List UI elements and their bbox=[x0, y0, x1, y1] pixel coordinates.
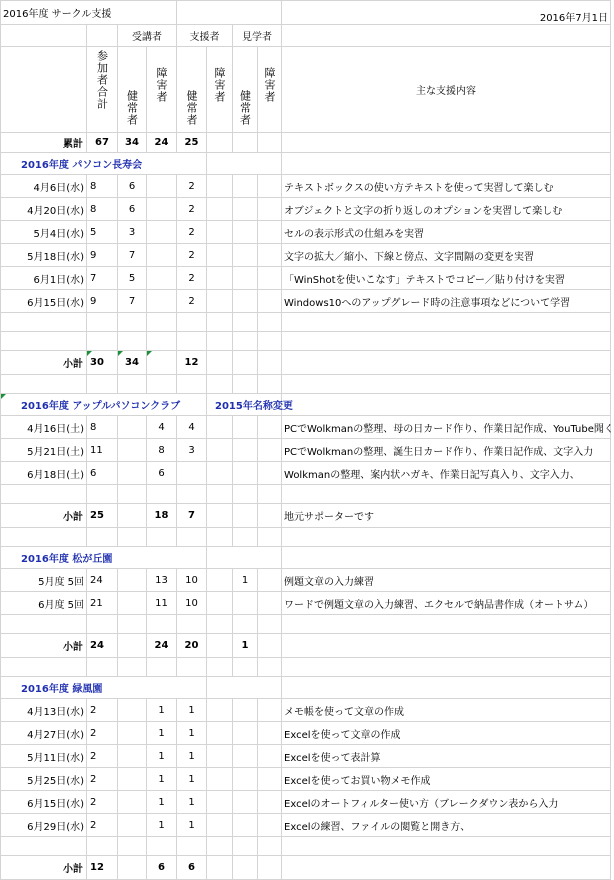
row-date: 5月度 5回 bbox=[1, 569, 87, 592]
cell-s3 bbox=[258, 175, 282, 198]
cell-s2 bbox=[207, 768, 233, 791]
blank-row bbox=[1, 837, 611, 856]
cell-k3 bbox=[233, 267, 258, 290]
cell-k2: 2 bbox=[177, 221, 207, 244]
group-shiensha: 支援者 bbox=[177, 25, 233, 47]
subtotal-s3 bbox=[258, 856, 282, 880]
table-row bbox=[1, 439, 611, 462]
section-note bbox=[207, 153, 282, 175]
row-description: Excelの練習、ファイルの閲覧と開き方、 bbox=[282, 814, 611, 837]
grand-total-k2: 25 bbox=[177, 133, 207, 153]
cell-s2 bbox=[207, 569, 233, 592]
table-row bbox=[1, 221, 611, 244]
cell-k1: 6 bbox=[118, 198, 147, 221]
row-date: 6月1日(水) bbox=[1, 267, 87, 290]
row-description: Excelを使って表計算 bbox=[282, 745, 611, 768]
subtotal-s3 bbox=[258, 351, 282, 375]
row-description: セルの表示形式の仕組みを実習 bbox=[282, 221, 611, 244]
row-description: 文字の拡大／縮小、下線と傍点、文字間隔の変更を実習 bbox=[282, 244, 611, 267]
table-row bbox=[1, 244, 611, 267]
subtotal-s2 bbox=[207, 856, 233, 880]
cell-k3 bbox=[233, 221, 258, 244]
col-kenjou2-header: 健常者 bbox=[185, 90, 199, 126]
cell-s3 bbox=[258, 814, 282, 837]
section-title: 2016年度 パソコン長寿会 bbox=[1, 153, 207, 175]
table-row bbox=[1, 416, 611, 439]
cell-k2: 2 bbox=[177, 290, 207, 313]
cell-s2 bbox=[207, 221, 233, 244]
section-title-row bbox=[1, 153, 611, 175]
cell-k2: 3 bbox=[177, 439, 207, 462]
cell-k2: 1 bbox=[177, 791, 207, 814]
subtotal-s2 bbox=[207, 634, 233, 658]
cell-k3 bbox=[233, 768, 258, 791]
cell-k3 bbox=[233, 699, 258, 722]
grand-total-total: 67 bbox=[87, 133, 118, 153]
cell-s2 bbox=[207, 198, 233, 221]
row-description: ワードで例題文章の入力練習、エクセルで納品書作成（オートサム） bbox=[282, 592, 611, 615]
blank-row bbox=[1, 313, 611, 332]
subtotal-label: 小計 bbox=[1, 634, 87, 658]
cell-s1 bbox=[147, 221, 177, 244]
row-date: 6月度 5回 bbox=[1, 592, 87, 615]
subtotal-k3 bbox=[233, 856, 258, 880]
subtotal-s2 bbox=[207, 504, 233, 528]
row-description: Wolkmanの整理、案内状ハガキ、作業日記写真入り、文字入力、 bbox=[282, 462, 611, 485]
cell-k3 bbox=[233, 175, 258, 198]
col-shougai1-header: 障害者 bbox=[155, 67, 168, 103]
cell-k1 bbox=[118, 745, 147, 768]
cell-k3 bbox=[233, 592, 258, 615]
cell-total: 2 bbox=[87, 768, 118, 791]
cell-k3 bbox=[233, 290, 258, 313]
cell-total: 8 bbox=[87, 198, 118, 221]
col-kenjou1-header: 健常者 bbox=[125, 90, 139, 126]
cell-s2 bbox=[207, 745, 233, 768]
row-date: 6月15日(水) bbox=[1, 791, 87, 814]
row-date: 4月16日(土) bbox=[1, 416, 87, 439]
subtotal-total: 24 bbox=[87, 634, 118, 658]
cell-total: 5 bbox=[87, 221, 118, 244]
row-date: 4月27日(水) bbox=[1, 722, 87, 745]
col-kenjou3-header: 健常者 bbox=[238, 90, 252, 126]
blank-row bbox=[1, 658, 611, 677]
cell-k3 bbox=[233, 722, 258, 745]
row-date: 5月4日(水) bbox=[1, 221, 87, 244]
row-description: PCでWolkmanの整理、誕生日カード作り、作業日記作成、文字入力 bbox=[282, 439, 611, 462]
row-date: 5月25日(水) bbox=[1, 768, 87, 791]
cell-k3: 1 bbox=[233, 569, 258, 592]
cell-total: 11 bbox=[87, 439, 118, 462]
blank-row bbox=[1, 528, 611, 547]
subtotal-row bbox=[1, 504, 611, 528]
blank-row bbox=[1, 485, 611, 504]
row-description: 例題文章の入力練習 bbox=[282, 569, 611, 592]
cell-k3 bbox=[233, 416, 258, 439]
subtotal-k1 bbox=[118, 504, 147, 528]
cell-total: 2 bbox=[87, 745, 118, 768]
row-date: 6月18日(土) bbox=[1, 462, 87, 485]
row-date: 6月29日(水) bbox=[1, 814, 87, 837]
cell-k2: 10 bbox=[177, 569, 207, 592]
table-row bbox=[1, 569, 611, 592]
cell-k1 bbox=[118, 814, 147, 837]
table-row bbox=[1, 175, 611, 198]
cell-k3 bbox=[233, 791, 258, 814]
subtotal-row bbox=[1, 856, 611, 880]
cell-s1: 4 bbox=[147, 416, 177, 439]
table-row bbox=[1, 699, 611, 722]
cell-k1 bbox=[118, 462, 147, 485]
subtotal-s2 bbox=[207, 351, 233, 375]
cell-s3 bbox=[258, 569, 282, 592]
cell-s3 bbox=[258, 244, 282, 267]
cell-k1: 5 bbox=[118, 267, 147, 290]
content-header: 主な支援内容 bbox=[282, 47, 611, 133]
subtotal-s1 bbox=[147, 351, 177, 375]
subtotal-label: 小計 bbox=[1, 351, 87, 375]
section-title: 2016年度 松が丘園 bbox=[1, 547, 207, 569]
section-note bbox=[207, 547, 282, 569]
cell-k1 bbox=[118, 699, 147, 722]
subtotal-label: 小計 bbox=[1, 504, 87, 528]
cell-k3 bbox=[233, 198, 258, 221]
group-kengakusha: 見学者 bbox=[233, 25, 282, 47]
section-title: 2016年度 緑風園 bbox=[1, 677, 207, 699]
section-title: 2016年度 アップルパソコンクラブ bbox=[1, 394, 207, 416]
group-header-row bbox=[1, 25, 611, 47]
cell-k1 bbox=[118, 416, 147, 439]
table-row bbox=[1, 267, 611, 290]
cell-k2: 1 bbox=[177, 722, 207, 745]
cell-s2 bbox=[207, 439, 233, 462]
cell-total: 7 bbox=[87, 267, 118, 290]
cell-s2 bbox=[207, 791, 233, 814]
subtotal-k2: 6 bbox=[177, 856, 207, 880]
section-note: 2015年名称変更 bbox=[207, 394, 282, 416]
row-date: 4月6日(水) bbox=[1, 175, 87, 198]
cell-s1: 1 bbox=[147, 722, 177, 745]
row-description: メモ帳を使って文章の作成 bbox=[282, 699, 611, 722]
cell-s1 bbox=[147, 267, 177, 290]
subtotal-s1: 18 bbox=[147, 504, 177, 528]
cell-k3 bbox=[233, 462, 258, 485]
cell-total: 9 bbox=[87, 290, 118, 313]
section-title-row bbox=[1, 547, 611, 569]
row-date: 4月20日(水) bbox=[1, 198, 87, 221]
cell-s1: 1 bbox=[147, 745, 177, 768]
column-header-row bbox=[1, 47, 611, 133]
cell-k1 bbox=[118, 722, 147, 745]
cell-s1 bbox=[147, 198, 177, 221]
subtotal-s3 bbox=[258, 504, 282, 528]
cell-k2: 4 bbox=[177, 416, 207, 439]
subtotal-k2: 12 bbox=[177, 351, 207, 375]
cell-k3 bbox=[233, 244, 258, 267]
table-row bbox=[1, 462, 611, 485]
cell-k2: 2 bbox=[177, 244, 207, 267]
cell-total: 2 bbox=[87, 791, 118, 814]
cell-k2: 10 bbox=[177, 592, 207, 615]
subtotal-label: 小計 bbox=[1, 856, 87, 880]
cell-s3 bbox=[258, 462, 282, 485]
section-title-row bbox=[1, 677, 611, 699]
subtotal-total: 12 bbox=[87, 856, 118, 880]
table-row bbox=[1, 592, 611, 615]
cell-k2: 1 bbox=[177, 768, 207, 791]
cell-k1 bbox=[118, 569, 147, 592]
table-row bbox=[1, 290, 611, 313]
cell-s3 bbox=[258, 768, 282, 791]
table-row bbox=[1, 768, 611, 791]
subtotal-k3 bbox=[233, 504, 258, 528]
cell-k1 bbox=[118, 439, 147, 462]
cell-s2 bbox=[207, 175, 233, 198]
cell-s1: 11 bbox=[147, 592, 177, 615]
row-description: Windows10へのアップグレード時の注意事項などについて学習 bbox=[282, 290, 611, 313]
cell-s3 bbox=[258, 198, 282, 221]
table-row bbox=[1, 814, 611, 837]
cell-s2 bbox=[207, 416, 233, 439]
row-description: 「WinShotを使いこなす」テキストでコピー／貼り付けを実習 bbox=[282, 267, 611, 290]
subtotal-k2: 20 bbox=[177, 634, 207, 658]
row-description: PCでWolkmanの整理、母の日カード作り、作業日記作成、YouTube聞く bbox=[282, 416, 611, 439]
section-note bbox=[207, 677, 282, 699]
subtotal-note: 地元サポーターです bbox=[284, 512, 375, 523]
blank-row bbox=[1, 375, 611, 394]
row-description: テキストボックスの使い方テキストを使って実習して楽しむ bbox=[282, 175, 611, 198]
row-date: 5月21日(土) bbox=[1, 439, 87, 462]
cell-total: 8 bbox=[87, 175, 118, 198]
row-description: Excelを使ってお買い物メモ作成 bbox=[282, 768, 611, 791]
cell-k2 bbox=[177, 462, 207, 485]
cell-total: 9 bbox=[87, 244, 118, 267]
cell-k1: 7 bbox=[118, 290, 147, 313]
cell-s2 bbox=[207, 462, 233, 485]
blank-row bbox=[1, 615, 611, 634]
row-date: 6月15日(水) bbox=[1, 290, 87, 313]
subtotal-k1: 34 bbox=[118, 351, 147, 375]
cell-k2: 1 bbox=[177, 745, 207, 768]
subtotal-note-cell bbox=[282, 634, 611, 658]
cell-s3 bbox=[258, 791, 282, 814]
cell-s2 bbox=[207, 722, 233, 745]
subtotal-note-cell bbox=[282, 351, 611, 375]
cell-k2: 2 bbox=[177, 267, 207, 290]
cell-k2: 1 bbox=[177, 814, 207, 837]
sheet-title: 2016年度 サークル支援 bbox=[1, 1, 177, 25]
subtotal-k1 bbox=[118, 856, 147, 880]
title-row bbox=[1, 1, 611, 25]
cell-s2 bbox=[207, 244, 233, 267]
cell-s2 bbox=[207, 290, 233, 313]
subtotal-note-cell bbox=[282, 856, 611, 880]
subtotal-total: 30 bbox=[87, 351, 118, 375]
cell-s1: 13 bbox=[147, 569, 177, 592]
row-date: 5月11日(水) bbox=[1, 745, 87, 768]
row-description: Excelのオートフィルター使い方（ブレークダウン表から入力 bbox=[282, 791, 611, 814]
cell-k1: 3 bbox=[118, 221, 147, 244]
cell-s2 bbox=[207, 267, 233, 290]
cell-s1 bbox=[147, 290, 177, 313]
subtotal-s3 bbox=[258, 634, 282, 658]
cell-s3 bbox=[258, 221, 282, 244]
cell-k3 bbox=[233, 814, 258, 837]
row-date: 5月18日(水) bbox=[1, 244, 87, 267]
cell-s3 bbox=[258, 699, 282, 722]
cell-s3 bbox=[258, 290, 282, 313]
cell-k1 bbox=[118, 791, 147, 814]
table-row bbox=[1, 745, 611, 768]
subtotal-row bbox=[1, 634, 611, 658]
cell-k1 bbox=[118, 592, 147, 615]
grand-total-k1: 34 bbox=[118, 133, 147, 153]
subtotal-k3 bbox=[233, 351, 258, 375]
cell-s1: 1 bbox=[147, 699, 177, 722]
subtotal-note-cell bbox=[282, 504, 611, 528]
cell-s1: 1 bbox=[147, 768, 177, 791]
subtotal-k2: 7 bbox=[177, 504, 207, 528]
cell-s3 bbox=[258, 267, 282, 290]
cell-k2: 2 bbox=[177, 175, 207, 198]
cell-k2: 1 bbox=[177, 699, 207, 722]
group-jukousha: 受講者 bbox=[118, 25, 177, 47]
col-shougai3-header: 障害者 bbox=[263, 67, 277, 103]
subtotal-total: 25 bbox=[87, 504, 118, 528]
table-row bbox=[1, 722, 611, 745]
grand-total-row bbox=[1, 133, 611, 153]
cell-total: 2 bbox=[87, 699, 118, 722]
cell-total: 2 bbox=[87, 722, 118, 745]
cell-s1: 8 bbox=[147, 439, 177, 462]
table-row bbox=[1, 198, 611, 221]
report-date: 2016年7月1日 bbox=[282, 1, 611, 25]
subtotal-s1: 6 bbox=[147, 856, 177, 880]
cell-s2 bbox=[207, 699, 233, 722]
cell-total: 6 bbox=[87, 462, 118, 485]
subtotal-k3: 1 bbox=[233, 634, 258, 658]
subtotal-row bbox=[1, 351, 611, 375]
cell-s2 bbox=[207, 592, 233, 615]
section-title-row bbox=[1, 394, 611, 416]
cell-k2: 2 bbox=[177, 198, 207, 221]
subtotal-s1: 24 bbox=[147, 634, 177, 658]
cell-s1: 1 bbox=[147, 814, 177, 837]
cell-s3 bbox=[258, 592, 282, 615]
cell-k1: 7 bbox=[118, 244, 147, 267]
table-row bbox=[1, 791, 611, 814]
col-shougai2-header: 障害者 bbox=[213, 67, 227, 103]
cell-k3 bbox=[233, 439, 258, 462]
cell-k3 bbox=[233, 745, 258, 768]
row-description: オブジェクトと文字の折り返しのオプションを実習して楽しむ bbox=[282, 198, 611, 221]
cell-s1: 1 bbox=[147, 791, 177, 814]
cell-s3 bbox=[258, 439, 282, 462]
cell-s3 bbox=[258, 416, 282, 439]
blank-row bbox=[1, 332, 611, 351]
cell-s3 bbox=[258, 745, 282, 768]
row-date: 4月13日(水) bbox=[1, 699, 87, 722]
cell-s2 bbox=[207, 814, 233, 837]
cell-s1: 6 bbox=[147, 462, 177, 485]
cell-k1 bbox=[118, 768, 147, 791]
grand-total-s1: 24 bbox=[147, 133, 177, 153]
cell-k1: 6 bbox=[118, 175, 147, 198]
cell-total: 24 bbox=[87, 569, 118, 592]
row-description: Excelを使って文章の作成 bbox=[282, 722, 611, 745]
cell-total: 2 bbox=[87, 814, 118, 837]
col-total-header: 参加者合計 bbox=[95, 50, 109, 110]
grand-total-label: 累計 bbox=[1, 133, 87, 153]
cell-s1 bbox=[147, 244, 177, 267]
cell-s1 bbox=[147, 175, 177, 198]
subtotal-k1 bbox=[118, 634, 147, 658]
cell-total: 21 bbox=[87, 592, 118, 615]
cell-total: 8 bbox=[87, 416, 118, 439]
cell-s3 bbox=[258, 722, 282, 745]
